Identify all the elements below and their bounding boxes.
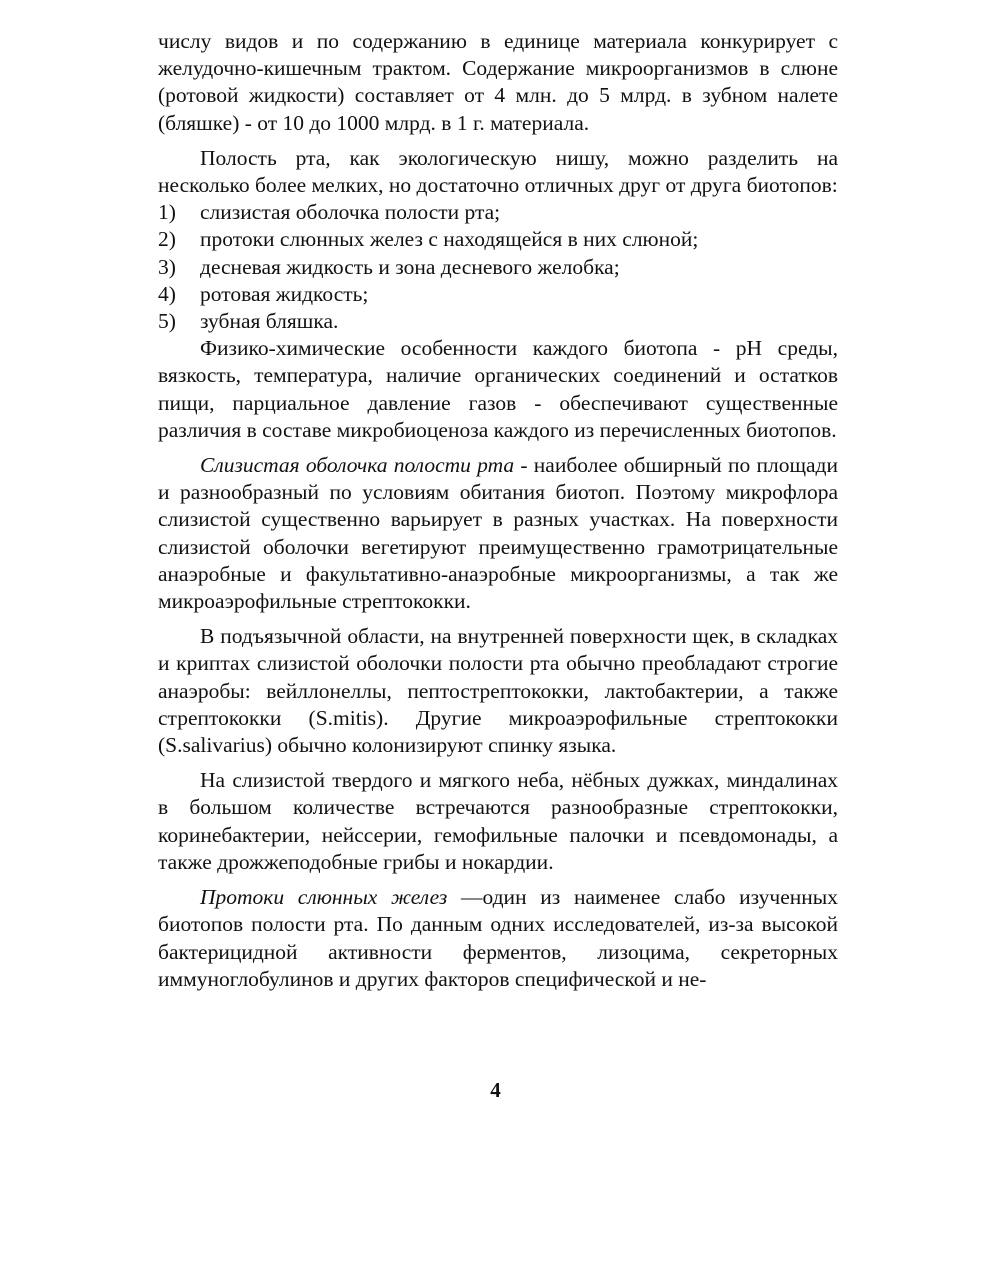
list-item: [158, 308, 838, 335]
list-item: [158, 199, 838, 226]
document-page: [158, 28, 838, 1001]
list-item-number: 2): [158, 227, 176, 252]
page-number: 4: [490, 1078, 501, 1102]
list-item-text: ротовая жидкость;: [200, 281, 369, 306]
mucosa-text: - наиболее обширный по площади и разнообразный по условиям обитания биотоп. Поэтому микрофлора слизистой существенно варьирует в разных участках. На поверхности слизистой оболочки вегетируют преимущественно грамотрицательные анаэробные и факультативно-анаэробные микроорганизмы, а так же микроаэрофильные стрептококки.: [158, 453, 838, 614]
paragraph-continuation: числу видов и по содержанию в единице материала конкурирует с желудочно-кишечным трактом. Содержание микроорганизмов в слюне (ротовой жидкости) составляет от 4 млн. до 5 млрд. в зубном налете (бляшке) - от 10 до 1000 млрд. в 1 г. материала.: [158, 29, 838, 135]
salivary-ducts-heading-italic: Протоки слюнных желез: [200, 885, 448, 910]
list-item-text: протоки слюнных желез с находящейся в них слюной;: [200, 227, 699, 252]
list-item: [158, 281, 838, 308]
list-item-number: 3): [158, 254, 176, 279]
paragraph-sublingual: В подъязычной области, на внутренней поверхности щек, в складках и криптах слизистой оболочки полости рта обычно преобладают строгие анаэробы: вейллонеллы, пептострептококки, лактобактерии, а также стрептококки (S.mitis). Другие микроаэрофильные стрептококки (S.salivarius) обычно колонизируют спинку языка.: [158, 624, 838, 758]
biotope-list: [158, 199, 838, 335]
paragraph-biotopes-intro: Полость рта, как экологическую нишу, можно разделить на несколько более мелких, но достаточно отличных друг от друга биотопов:: [158, 145, 838, 198]
paragraph-salivary-ducts: [158, 884, 838, 993]
list-item: [158, 254, 838, 281]
list-item-number: 1): [158, 200, 176, 225]
paragraph-physicochemical: Физико-химические особенности каждого биотопа - pH среды, вязкость, температура, наличие органических соединений и остатков пищи, парциальное давление газов - обеспечивают существенные различия в составе микробиоценоза каждого из перечисленных биотопов.: [158, 336, 838, 442]
list-item-text: десневая жидкость и зона десневого желобка;: [200, 254, 620, 279]
list-item-text: слизистая оболочка полости рта;: [200, 200, 501, 225]
paragraph-palate: На слизистой твердого и мягкого неба, нёбных дужках, миндалинах в большом количестве встречаются разнообразные стрептококки, коринебактерии, нейссерии, гемофильные палочки и псевдомонады, а также дрожжеподобные грибы и нокардии.: [158, 768, 838, 874]
list-item-text: зубная бляшка.: [200, 309, 339, 334]
list-item-number: 4): [158, 281, 176, 306]
list-item-number: 5): [158, 309, 176, 334]
paragraph-mucosa: [158, 452, 838, 615]
salivary-ducts-text: —один из наименее слабо изученных биотопов полости рта. По данным одних исследователей, из-за высокой бактерицидной активности ферментов, лизоцима, секреторных иммуноглобулинов и других факторов специфической и не-: [158, 885, 838, 991]
mucosa-heading-italic: Слизистая оболочка полости рта: [200, 453, 515, 478]
list-item: [158, 226, 838, 253]
